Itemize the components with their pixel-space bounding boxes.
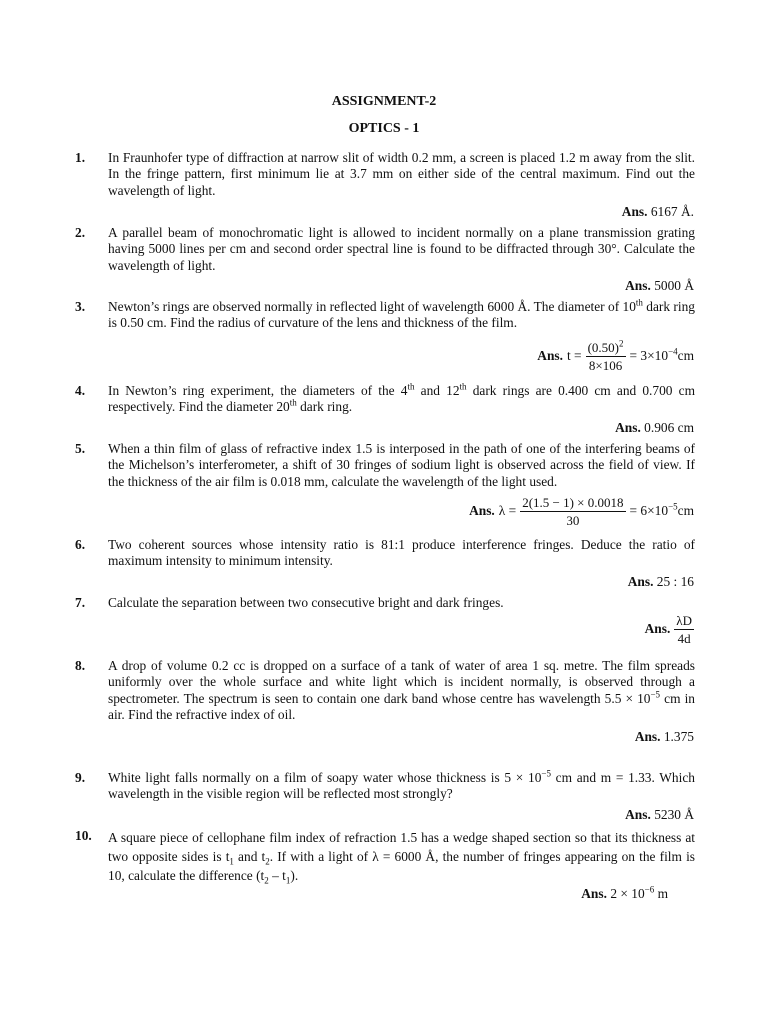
question-text: Two coherent sources whose intensity ratio is 81:1 produce interference fringes. Deduce the ratio of maximum intensity to minimum intensity. — [108, 537, 695, 569]
answer-10 — [581, 886, 668, 902]
answer-8 — [635, 729, 694, 745]
question-3 — [75, 299, 695, 332]
answer-2 — [625, 278, 694, 294]
answer-value: 1.375 — [663, 729, 694, 744]
answer-value: 25 : 16 — [656, 574, 694, 589]
question-number: 2. — [75, 225, 86, 240]
answer-result: = $6\times 10^{-5}cm$ — [629, 501, 694, 519]
answer-label: Ans. — [625, 278, 651, 293]
answer-value: 6167 Å. — [650, 204, 694, 219]
answer-fraction: $\frac{2(1.5 - 1) \times 0.0018}{30}$ — [522, 495, 624, 528]
question-number: 9. — [75, 770, 86, 785]
answer-label: Ans. — [634, 729, 661, 744]
question-text: White light falls normally on a film of soapy water whose thickness is $5 \times 10^{-5}$ cm and m = 1.33. Which wavelength in the visible region will be reflected most strongly? — [108, 768, 695, 802]
question-number: 7. — [75, 595, 86, 610]
answer-4 — [615, 420, 694, 436]
question-number: 8. — [75, 658, 86, 673]
answer-variable: λ = — [498, 503, 517, 519]
question-number: 6. — [75, 537, 86, 552]
question-8 — [75, 658, 695, 724]
question-text: When a thin film of glass of refractive index 1.5 is interposed in the path of one of the interfering beams of the Michelson’s interferometer, a shift of 30 fringes of sodium light is observed across the field of view. If the thickness of the air film is 0.018 mm, calculate the wavelength of the light used. — [108, 441, 695, 489]
question-9 — [75, 770, 695, 803]
question-4 — [75, 383, 695, 416]
question-text: Calculate the separation between two consecutive bright and dark fringes. — [108, 595, 504, 610]
question-10 — [75, 828, 695, 885]
question-text: Newton’s rings are observed normally in reflected light of wavelength 6000 Å. The diameter of 10th dark ring is 0.50 cm. Find the radius of curvature of the lens and thickness of the film. — [108, 297, 695, 331]
answer-fraction: $\frac{\lambda D}{4d}$ — [676, 613, 692, 646]
answer-label: Ans. — [615, 420, 641, 435]
answer-fraction: $\frac{(0.50)^2}{8\times 106}$ — [587, 338, 624, 373]
answer-label: Ans. — [621, 204, 648, 219]
page-subtitle: OPTICS - 1 — [348, 121, 420, 136]
answer-9 — [625, 807, 694, 823]
page-title: ASSIGNMENT-2 — [331, 94, 437, 109]
question-text: In Newton’s ring experiment, the diameters of the 4th and 12th dark rings are 0.400 cm and 0.700 cm respectively. Find the diameter 20th dark ring. — [108, 381, 695, 415]
answer-value: 5230 Å — [654, 807, 694, 822]
question-2 — [75, 225, 695, 274]
question-5 — [75, 441, 695, 490]
answer-7 — [645, 612, 694, 647]
answer-5 — [469, 494, 694, 529]
answer-6 — [628, 574, 694, 590]
question-text: A parallel beam of monochromatic light is allowed to incident normally on a plane transmission grating having 5000 lines per cm and second order spectral line is found to be diffracted through 30°. Calculate the wavelength of light. — [108, 225, 695, 273]
question-number: 10. — [75, 828, 92, 843]
question-text: In Fraunhofer type of diffraction at narrow slit of width 0.2 mm, a screen is placed 1.2 m away from the slit. In the fringe pattern, first minimum lie at 3.7 mm on either side of the central maximum. Find out the wavelength of light. — [108, 150, 695, 198]
question-1 — [75, 150, 695, 199]
question-number: 4. — [75, 383, 86, 398]
answer-label: Ans. — [644, 621, 671, 637]
answer-label: Ans. — [469, 503, 495, 519]
question-number: 1. — [75, 150, 86, 165]
question-number: 3. — [75, 299, 86, 314]
answer-value: 0.906 cm — [644, 420, 694, 435]
answer-3 — [537, 339, 694, 374]
answer-value: $2 \times 10^{-6}$ m — [610, 884, 668, 901]
answer-result: = $3\times 10^{-4}cm$ — [629, 346, 694, 364]
answer-label: Ans. — [581, 886, 607, 901]
question-6 — [75, 537, 695, 570]
answer-label: Ans. — [627, 574, 654, 589]
answer-value: 5000 Å — [654, 278, 694, 293]
question-7 — [75, 595, 695, 611]
question-text: A square piece of cellophane film index of refraction 1.5 has a wedge shaped section so that its thickness at two opposite sides is $t_1$ and $t_2$. If with a light of λ = 6000 Å, the number of fringes appearing on the film is 10, calculate the difference $(t_2 - t_1)$. — [108, 830, 695, 886]
answer-label: Ans. — [625, 807, 651, 822]
question-text: A drop of volume 0.2 cc is dropped on a surface of a tank of water of area 1 sq. metre. The film spreads uniformly over the whole surface and white light which is incident normally, is observed through a spectrometer. The spectrum is seen to contain one dark band whose centre has wavelength $5.5 \times 10^{-5}$ cm in air. Find the refractive index of oil. — [108, 658, 695, 723]
answer-variable: t = — [566, 348, 582, 364]
question-number: 5. — [75, 441, 86, 456]
answer-label: Ans. — [537, 348, 563, 364]
answer-1 — [622, 204, 694, 220]
